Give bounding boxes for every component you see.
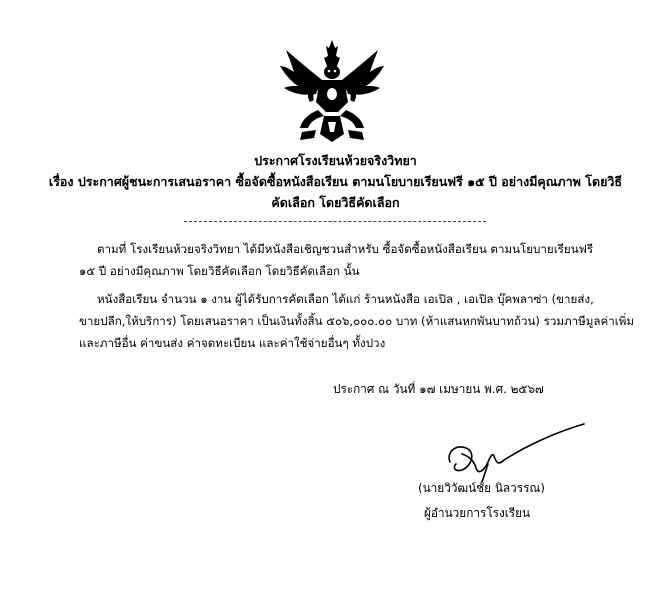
document-subject-line2: คัดเลือก โดยวิธีคัดเลือก — [271, 195, 400, 210]
paragraph-2-line-1: หนังสือเรียน จำนวน ๑ งาน ผู้ได้รับการคัดเลือก ได้แก่ ร้านหนังสือ เอเปิล , เอเปิล บุ๊คพลาซ่า (ขายส่ง, — [97, 292, 594, 306]
document-subject-line1: เรื่อง ประกาศผู้ชนะการเสนอราคา ซื้อจัดซื้อหนังสือเรียน ตามนโยบายเรียนฟรี ๑๕ ปี อย่างมีคุณภาพ โดยวิธี — [48, 174, 623, 189]
paragraph-1-line-2: ๑๕ ปี อย่างมีคุณภาพ โดยวิธีคัดเลือก โดยวิธีคัดเลือก นั้น — [79, 264, 360, 278]
signatory-position: ผู้อำนวยการโรงเรียน — [424, 506, 531, 520]
paragraph-2-line-3: และภาษีอื่น ค่าขนส่ง ค่าจดทะเบียน และค่าใช้จ่ายอื่นๆ ทั้งปวง — [79, 336, 386, 350]
garuda-emblem-icon — [272, 36, 392, 146]
signatory-name: (นายวิวัฒน์ชัย นิลวรรณ) — [418, 481, 545, 495]
signature-image — [416, 422, 596, 484]
announcement-date: ประกาศ ณ วันที่ ๑๗ เมษายน พ.ศ. ๒๕๖๗ — [333, 382, 544, 396]
paragraph-1-line-1: ตามที่ โรงเรียนห้วยจริงวิทยา ได้มีหนังสือเชิญชวนสำหรับ ซื้อจัดซื้อหนังสือเรียน ตามนโยบายเรียนฟรี — [97, 242, 594, 256]
paragraph-2-line-2: ขายปลีก,ให้บริการ) โดยเสนอราคา เป็นเงินทั้งสิ้น ๕๐๖,๐๐๐.๐๐ บาท (ห้าแสนหกพันบาทถ้วน) รวมภาษีมูลค่าเพิ่ม — [79, 314, 635, 328]
document-title: ประกาศโรงเรียนห้วยจริงวิทยา — [254, 153, 417, 168]
divider-line — [184, 221, 486, 222]
